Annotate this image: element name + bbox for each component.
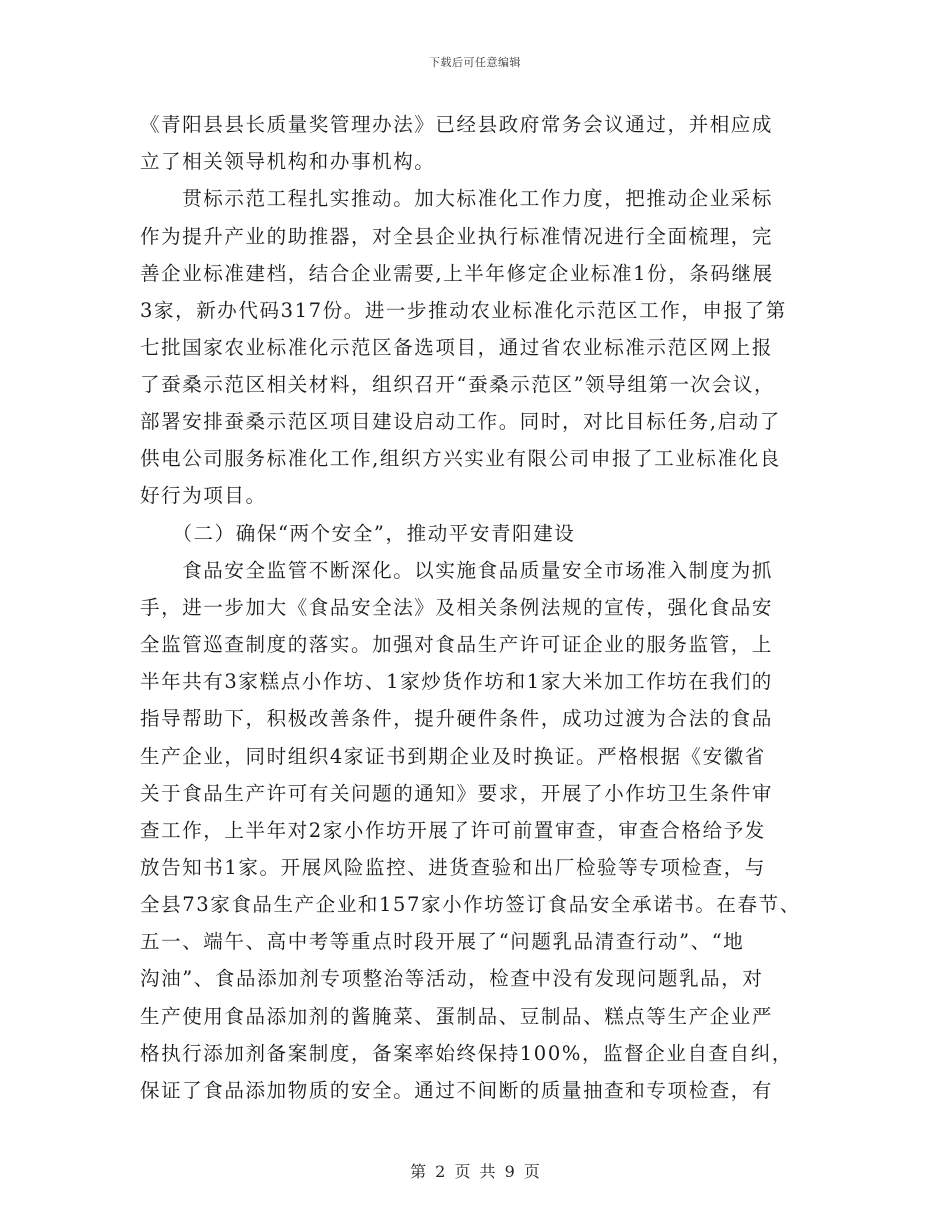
text-line: 部署安排蚕桑示范区项目建设启动工作。同时，对比目标任务,启动了 (140, 410, 781, 433)
text-line: 生产企业，同时组织4家证书到期企业及时换证。严格根据《安徽省 (140, 745, 766, 768)
text-line: 保证了食品添加物质的安全。通过不间断的质量抽查和专项检查，有 (140, 1079, 774, 1102)
text-line: 善企业标准建档，结合企业需要,上半年修定企业标准1份，条码继展 (140, 262, 774, 285)
text-line: 作为提升产业的助推器，对全县企业执行标准情况进行全面梳理，完 (140, 225, 774, 248)
text-line: 查工作，上半年对2家小作坊开展了许可前置审查，审查合格给予发 (140, 819, 766, 842)
page-footer: 第 2 页 共 9 页 (410, 1162, 540, 1181)
text-line: 沟油”、食品添加剂专项整治等活动，检查中没有发现问题乳品，对 (140, 967, 764, 990)
text-line: 贯标示范工程扎实推动。加大标准化工作力度，把推动企业采标 (140, 187, 774, 210)
text-line: 立了相关领导机构和办事机构。 (140, 150, 436, 173)
text-line: 放告知书1家。开展风险监控、进货查验和出厂检验等专项检查，与 (140, 856, 766, 879)
text-line: 了蚕桑示范区相关材料，组织召开“蚕桑示范区”领导组第一次会议， (140, 373, 776, 396)
text-line: 好行为项目。 (140, 484, 267, 507)
text-line: 指导帮助下，积极改善条件，提升硬件条件，成功过渡为合法的食品 (140, 707, 774, 730)
text-line: 手，进一步加大《食品安全法》及相关条例法规的宣传，强化食品安 (140, 596, 774, 619)
page-header: 下载后可任意编辑 (429, 56, 521, 69)
section-heading: （二）确保“两个安全”，推动平安青阳建设 (140, 522, 576, 545)
text-line: 五一、端午、高中考等重点时段开展了“问题乳品清查行动”、“地 (140, 930, 745, 953)
text-line: 供电公司服务标准化工作,组织方兴实业有限公司申报了工业标准化良 (140, 447, 781, 470)
text-line: 格执行添加剂备案制度，备案率始终保持100%，监督企业自查自纠， (140, 1042, 793, 1065)
text-line: 《青阳县县长质量奖管理办法》已经县政府常务会议通过，并相应成 (140, 113, 774, 136)
text-line: 七批国家农业标准化示范区备选项目，通过省农业标准示范区网上报 (140, 336, 774, 359)
text-line: 食品安全监管不断深化。以实施食品质量安全市场准入制度为抓 (140, 559, 774, 582)
text-line: 3家，新办代码317份。进一步推动农业标准化示范区工作，申报了第 (140, 299, 787, 322)
text-line: 半年共有3家糕点小作坊、1家炒货作坊和1家大米加工作坊在我们的 (140, 670, 773, 693)
text-line: 生产使用食品添加剂的酱腌菜、蛋制品、豆制品、糕点等生产企业严 (140, 1005, 774, 1028)
text-line: 关于食品生产许可有关问题的通知》要求，开展了小作坊卫生条件审 (140, 782, 774, 805)
text-line: 全监管巡查制度的落实。加强对食品生产许可证企业的服务监管，上 (140, 633, 774, 656)
text-line: 全县73家食品生产企业和157家小作坊签订食品安全承诺书。在春节、 (140, 893, 801, 916)
